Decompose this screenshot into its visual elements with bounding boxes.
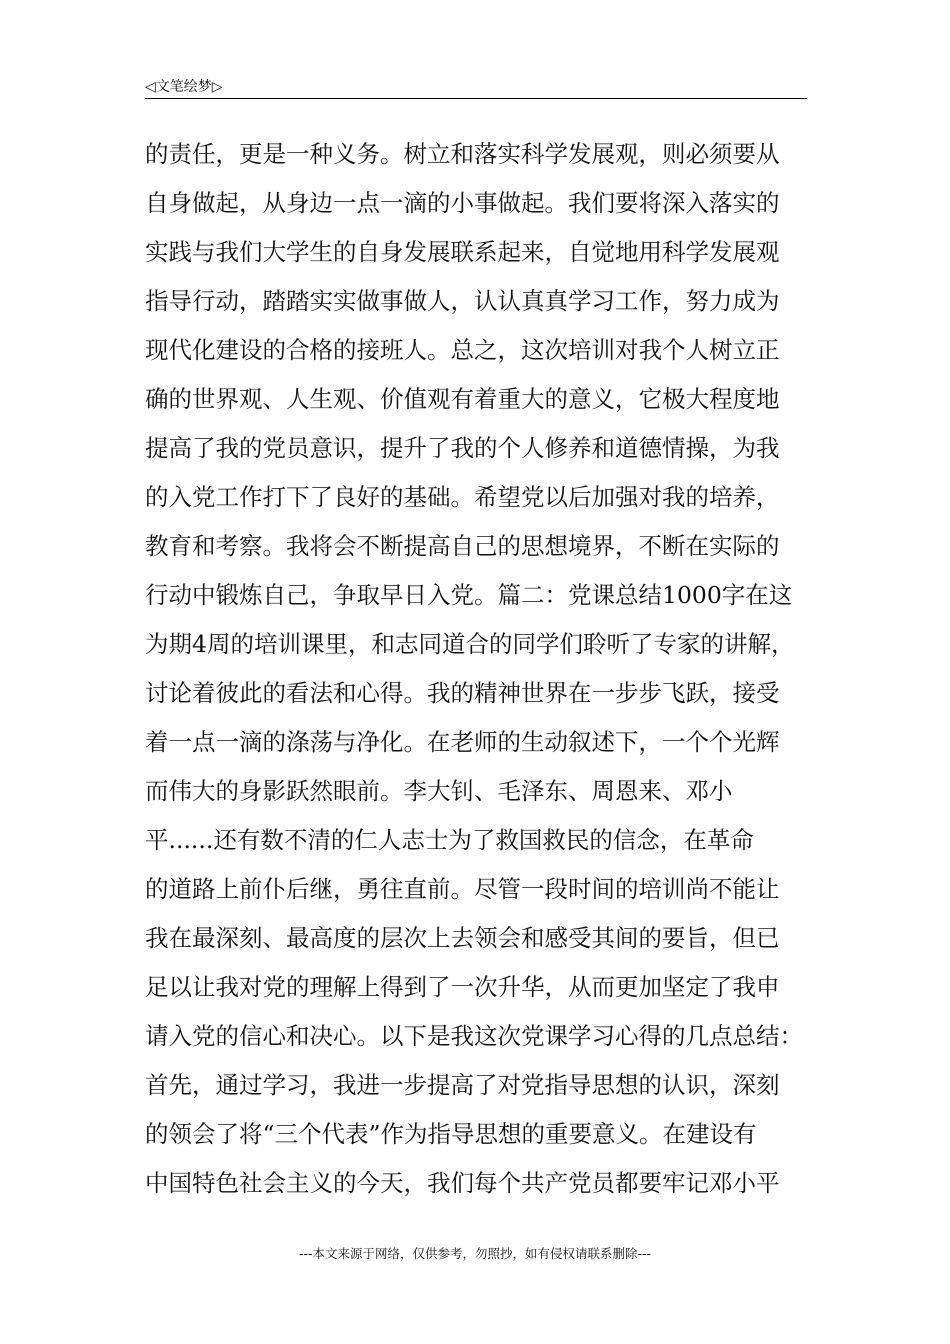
- text-line: 着一点一滴的涤荡与净化。在老师的生动叙述下，一个个光辉: [145, 728, 780, 756]
- text-line: 的入党工作打下了良好的基础。希望党以后加强对我的培养，: [145, 483, 780, 511]
- text-line: 现代化建设的合格的接班人。总之，这次培训对我个人树立正: [145, 336, 780, 364]
- text-line: 教育和考察。我将会不断提高自己的思想境界，不断在实际的: [145, 532, 780, 560]
- page-header: [145, 74, 807, 99]
- text-line: 而伟大的身影跃然眼前。李大钊、毛泽东、周恩来、邓小: [145, 777, 733, 805]
- footer-disclaimer: ---本文来源于网络，仅供参考，勿照抄，如有侵权请联系删除---: [298, 1246, 652, 1261]
- text-line: 行动中锻炼自己，争取早日入党。篇二：党课总结1000字在这: [145, 581, 793, 609]
- text-line: 确的世界观、人生观、价值观有着重大的意义，它极大程度地: [145, 385, 780, 413]
- text-line: 为期4周的培训课里，和志同道合的同学们聆听了专家的讲解，: [145, 630, 795, 658]
- text-line: 请入党的信心和决心。以下是我这次党课学习心得的几点总结：: [145, 1022, 803, 1050]
- text-line: 提高了我的党员意识，提升了我的个人修养和道德情操，为我: [145, 434, 780, 462]
- document-body: [145, 130, 825, 1208]
- text-line: 实践与我们大学生的自身发展联系起来，自觉地用科学发展观: [145, 238, 780, 266]
- text-line: 自身做起，从身边一点一滴的小事做起。我们要将深入落实的: [145, 189, 780, 217]
- text-line: 平......还有数不清的仁人志士为了救国救民的信念，在革命: [145, 826, 754, 854]
- text-line: 中国特色社会主义的今天，我们每个共产党员都要牢记邓小平: [145, 1169, 780, 1197]
- text-line: 讨论着彼此的看法和心得。我的精神世界在一步步飞跃，接受: [145, 679, 780, 707]
- text-line: 的责任，更是一种义务。树立和落实科学发展观，则必须要从: [145, 140, 780, 168]
- text-line: 首先，通过学习，我进一步提高了对党指导思想的认识，深刻: [145, 1071, 780, 1099]
- text-line: 指导行动，踏踏实实做事做人，认认真真学习工作，努力成为: [145, 287, 780, 315]
- text-line: 的道路上前仆后继，勇往直前。尽管一段时间的培训尚不能让: [145, 875, 780, 903]
- text-line: 的领会了将“三个代表”作为指导思想的重要意义。在建设有: [145, 1120, 757, 1148]
- text-line: 足以让我对党的理解上得到了一次升华，从而更加坚定了我申: [145, 973, 780, 1001]
- header-title: ◁文笔绘梦▷: [145, 79, 223, 95]
- text-line: 我在最深刻、最高度的层次上去领会和感受其间的要旨，但已: [145, 924, 780, 952]
